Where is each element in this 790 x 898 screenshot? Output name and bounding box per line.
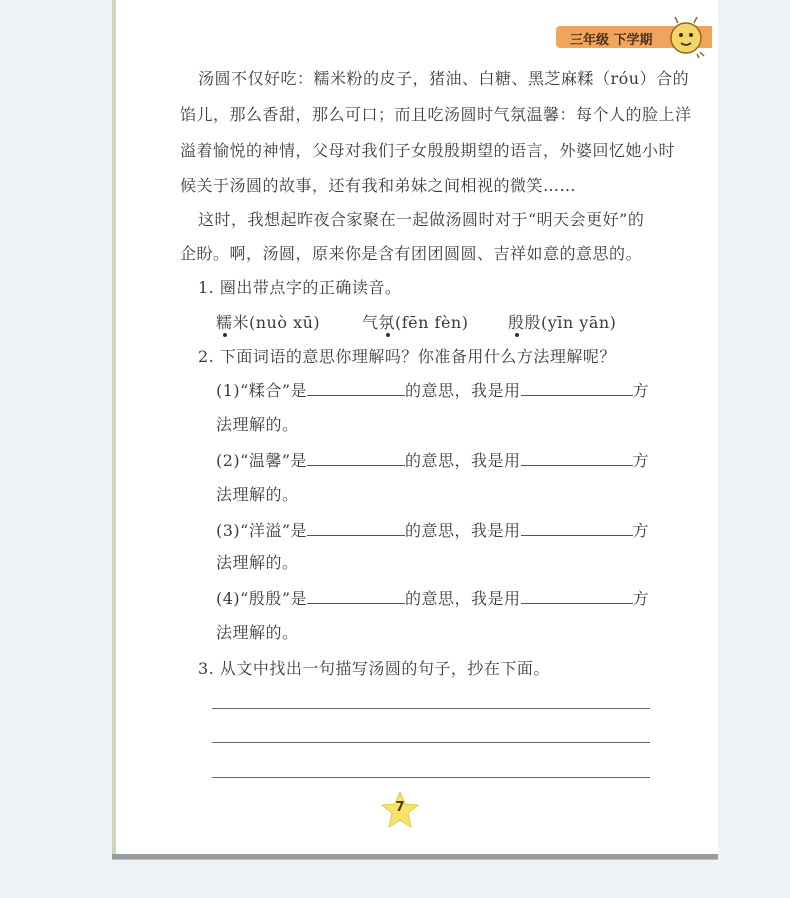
meaning-blank-1[interactable] [307,381,405,396]
q1-item-qifen: 气氛(fēn fèn) [362,313,469,332]
meaning-blank-4[interactable] [307,589,405,604]
page-bottom-edge [112,854,718,859]
q2-item-4-end: 方 [632,589,650,608]
q2-item-2 [216,448,649,471]
emphasis-dot [515,333,519,337]
passage-line-2: 馅儿，那么香甜，那么可口；而且吃汤圆时气氛温馨：每个人的脸上洋 [180,105,692,124]
question-2-title: 2. 下面词语的意思你理解吗？你准备用什么方法理解呢？ [198,347,616,366]
page-number: 7 [395,800,405,815]
q2-item-2-prefix: (2)“温馨”是 [216,451,308,470]
method-blank-4[interactable] [521,589,633,604]
q2-item-4-continuation: 法理解的。 [216,623,299,642]
workbook-page [112,0,718,858]
emphasis-dot [223,333,227,337]
question-1-title: 1. 圈出带点字的正确读音。 [198,278,402,297]
q2-item-1-end: 方 [632,381,650,400]
answer-line-1[interactable] [212,708,650,709]
q2-item-4-prefix: (4)“殷殷”是 [216,589,308,608]
method-blank-1[interactable] [521,381,633,396]
q2-item-1-mid: 的意思，我是用 [405,381,521,400]
q2-item-4-mid: 的意思，我是用 [405,589,521,608]
q2-item-1 [216,378,649,401]
emphasis-dot [386,333,390,337]
passage-line-4: 候关于汤圆的故事，还有我和弟妹之间相视的微笑…… [180,176,577,195]
q2-item-2-continuation: 法理解的。 [216,485,299,504]
passage-line-5: 这时，我想起昨夜合家聚在一起做汤圆时对于“明天会更好”的 [198,210,645,229]
q2-item-1-continuation: 法理解的。 [216,415,299,434]
passage-line-1: 汤圆不仅好吃：糯米粉的皮子，猪油、白糖、黑芝麻糅（róu）合的 [198,69,690,88]
q2-item-2-end: 方 [632,451,650,470]
q2-item-2-mid: 的意思，我是用 [405,451,521,470]
answer-line-2[interactable] [212,742,650,743]
q2-item-1-prefix: (1)“糅合”是 [216,381,308,400]
method-blank-3[interactable] [521,521,633,536]
grade-tab-label: 三年级 下学期 [570,33,653,48]
q2-item-3-continuation: 法理解的。 [216,553,299,572]
mascot-icon [664,14,708,58]
q2-item-3-prefix: (3)“洋溢”是 [216,521,308,540]
passage-line-3: 溢着愉悦的神情，父母对我们子女殷殷期望的语言，外婆回忆她小时 [180,141,676,160]
q1-item-nuomi: 糯米(nuò xū) [216,313,321,332]
question-3-title: 3. 从文中找出一句描写汤圆的句子，抄在下面。 [198,659,550,678]
q1-item-yinyin: 殷殷(yīn yān) [508,313,617,332]
answer-line-3[interactable] [212,777,650,778]
q2-item-3-mid: 的意思，我是用 [405,521,521,540]
meaning-blank-2[interactable] [307,451,405,466]
q2-item-3 [216,518,649,541]
q2-item-4 [216,586,649,609]
q2-item-3-end: 方 [632,521,650,540]
passage-line-6: 企盼。啊，汤圆，原来你是含有团团圆圆、吉祥如意的意思的。 [180,244,643,263]
method-blank-2[interactable] [521,451,633,466]
meaning-blank-3[interactable] [307,521,405,536]
